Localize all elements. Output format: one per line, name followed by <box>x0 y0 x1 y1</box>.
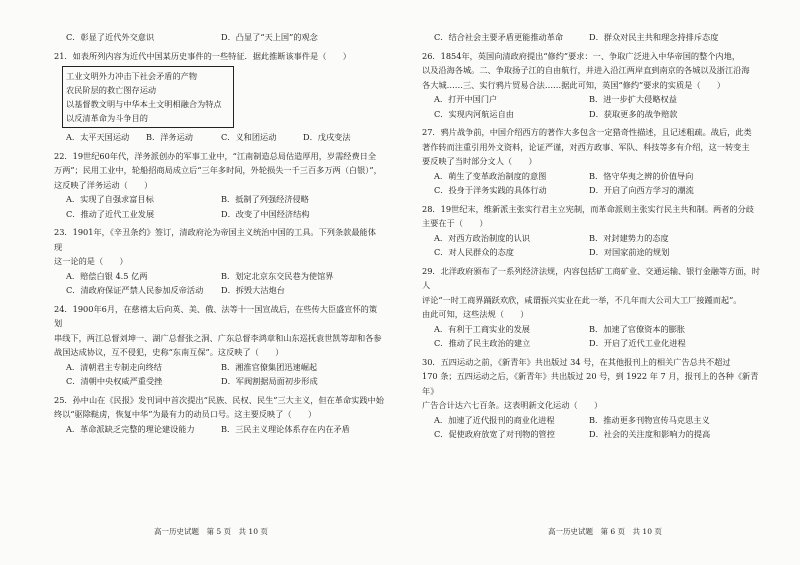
table-row: 以反清革命为斗争目的 <box>66 113 148 123</box>
option-d: D．社会的关注度和影响力的提高 <box>589 429 711 439</box>
question-stem: 评论“一时工商界踊跃欢欣，咸谓振兴实业在此一举，不几年而大公司大工厂接踵而起”。 <box>422 294 742 305</box>
option-a: A．萌生了变革政治制度的意图 <box>434 170 547 181</box>
page-footer: 高一历史试题 第 6 页 共 10 页 <box>548 527 662 536</box>
option-d: D．凸显了“天上国”的观念 <box>221 32 318 42</box>
option-a: A．清朝君主专制走向终结 <box>66 361 162 372</box>
option-c: C．对人民群众的态度 <box>434 247 514 257</box>
option-b: B．加速了官僚资本的膨胀 <box>589 323 686 334</box>
options <box>54 360 384 389</box>
question-stem: 由此可知，这些法规（ ） <box>422 309 529 319</box>
option-d: D．军阀割据局面初步形成 <box>221 376 318 386</box>
question-stem: 主要在于（ ） <box>422 218 488 228</box>
option-a: A．对西方政治制度的认识 <box>434 232 530 243</box>
option-c: C．推动了近代工业发展 <box>66 208 155 219</box>
option-b: B．恪守华夷之辨的价值导向 <box>589 170 694 181</box>
option-c: C．结合社会主要矛盾更能推动革命 <box>434 32 564 42</box>
option-c: C．清政府保证严禁人民参加反帝活动 <box>66 285 204 295</box>
feature-table <box>62 66 234 128</box>
options <box>54 130 384 145</box>
question-25 <box>54 393 384 437</box>
option-d: D．开启了向西方学习的潮流 <box>589 185 694 195</box>
option-b: B．推动更多刊物宣传马克思主义 <box>589 414 710 425</box>
options <box>422 231 767 260</box>
question-stem: 串线下，两江总督刘坤一、湖广总督张之洞、广东总督李鸿章和山东巡抚袁世凯等却和各参 <box>54 332 382 343</box>
question-stem: 各大城……三、实行鸦片贸易合法……据此可知，英国“修约”要求的实质是（ ） <box>422 79 726 90</box>
q20-options-tail <box>54 30 384 45</box>
q25-options-tail <box>422 30 767 45</box>
option-a: A．实现了自强求富目标 <box>66 194 154 204</box>
question-stem: 28．19世纪末，维新派主张实行君主立宪制，而革命派则主张实行民主共和制。两者的分歧 <box>422 203 754 214</box>
page-footer: 高一历史试题 第 5 页 共 10 页 <box>154 527 268 536</box>
question-stem: 23．1901年，《辛丑条约》签订，清政府沦为帝国主义统治中国的工具。下列条款最能体现 <box>54 227 376 252</box>
right-page <box>400 0 800 565</box>
option-c: C．推动了民主政治的建立 <box>434 338 531 348</box>
question-stem: 终以“驱除鞑虏，恢复中华”为最有力的动员口号。这主要反映了（ ） <box>54 409 317 419</box>
question-stem: 这反映了洋务运动（ ） <box>54 179 153 190</box>
question-stem: 著作转而注重引用外文资料，论证严谨，对西方政事、军队、科技等多有介绍，这一转变主 <box>422 141 750 152</box>
options <box>54 269 384 298</box>
question-stem: 24．1900年6月，在慈禧太后向英、美、俄、法等十一国宣战后，在些传大臣盛宣怀的策划 <box>54 303 378 328</box>
question-28 <box>422 202 767 260</box>
option-a: A．革命派缺乏完整的理论建设能力 <box>66 423 195 434</box>
question-stem: 战国达成协议，互不侵犯，史称“东南互保”。这反映了（ ） <box>54 347 284 357</box>
question-stem: 170 条；五四运动之后，《新青年》共出版过 20 号，到 1922 年 7 月，报刊上的各种《新青年》 <box>422 371 759 396</box>
option-b: B．划定北京东交民巷为使馆界 <box>221 270 334 281</box>
table-row: 工业文明外力冲击下社会矛盾的产物 <box>66 71 198 81</box>
option-d: D．获取更多的战争赔款 <box>589 108 678 119</box>
option-c: C．清朝中央权威严重受挫 <box>66 376 163 386</box>
question-stem: 30．五四运动之前，《新青年》共出版过 34 号，在其他报刊上的相关广告总共不超过 <box>422 356 731 367</box>
options <box>422 322 767 351</box>
question-22 <box>54 149 384 222</box>
option-b: B．抵制了列强经济侵略 <box>221 194 309 204</box>
option-c: C．促使政府放宽了对刊物的管控 <box>434 429 555 439</box>
option-a: A．打开中国门户 <box>434 94 498 104</box>
table-row: 农民阶层的救亡图存运动 <box>66 85 157 95</box>
question-stem: 22．19世纪60年代，洋务派创办的军事工业中，“江南制造总局估造厚用，岁需经费日全万两”；民用工业中，轮船招商局成立后“三年多时间，外轮损失一千三百多万两（白银）”， <box>54 150 382 175</box>
options <box>422 413 767 442</box>
left-page-content <box>54 30 384 436</box>
question-27 <box>422 125 767 198</box>
options <box>54 422 384 437</box>
option-c: C．实现内河航运自由 <box>434 108 514 119</box>
question-stem: 这一论的是（ ） <box>54 256 128 266</box>
options <box>54 192 384 221</box>
option-a: A．太平天国运动 <box>66 132 130 142</box>
option-d: D．改变了中国经济结构 <box>221 208 310 219</box>
option-c: C．彰显了近代外交意识 <box>66 32 155 42</box>
right-page-content <box>422 30 767 442</box>
question-26 <box>422 49 767 122</box>
question-stem: 26．1854年，英国向清政府提出“修约”要求：一、争取广泛进入中华帝国的整个内地， <box>422 50 741 61</box>
option-b: B．洋务运动 <box>146 132 193 142</box>
question-stem: 25．孙中山在《民报》发刊词中首次提出“民族、民权、民生”三大主义，但在革命实践中始 <box>54 394 384 405</box>
options <box>422 92 767 121</box>
question-21 <box>54 49 384 145</box>
option-c: C．义和团运动 <box>221 132 277 142</box>
question-stem: 29．北洋政府颁布了一系列经济法规，内容包括矿工商矿业、交通运输、银行金融等方面，时人 <box>422 265 760 290</box>
options <box>422 169 767 198</box>
question-stem: 以及沿海各城。二、争取扬子江的自由航行，并进入沿江两岸直到南京的各城以及浙江沿海 <box>422 65 750 75</box>
option-a: A．有利于工商实业的发展 <box>434 323 530 334</box>
question-stem: 27．鸦片战争前，中国介绍西方的著作大多包含一定猎奇性描述，且记述粗疏。战后，此类 <box>422 127 752 137</box>
option-b: B．对封建势力的态度 <box>589 232 669 243</box>
option-b: B．三民主义理论体系存在内在矛盾 <box>221 423 350 434</box>
question-23 <box>54 225 384 298</box>
question-stem: 21．如表所列内容为近代中国某历史事件的一些特征．据此推断该事件是（ ） <box>54 50 351 61</box>
option-a: A．加速了近代报刊的商业化进程 <box>434 414 555 425</box>
option-d: D．群众对民主共和理念持排斥态度 <box>589 32 719 42</box>
option-b: B．进一步扩大侵略权益 <box>589 94 677 104</box>
question-24 <box>54 302 384 389</box>
option-b: B．湘淮官僚集团迅速崛起 <box>221 361 318 372</box>
option-d: D．拆毁大沽炮台 <box>221 285 285 295</box>
option-d: D．开启了近代工业化进程 <box>589 338 686 348</box>
option-d: D．戊戌变法 <box>303 132 351 142</box>
question-stem: 广告合计达六七百条。这表明新文化运动（ ） <box>422 400 603 410</box>
option-d: D．对国家前途的规划 <box>589 247 670 257</box>
question-30 <box>422 355 767 442</box>
option-c: C．投身于洋务实践的具体行动 <box>434 185 547 195</box>
option-a: A．赔偿白银 4.5 亿两 <box>66 270 148 281</box>
question-29 <box>422 264 767 351</box>
table-row: 以基督教文明与中华本土文明相融合为特点 <box>66 99 222 109</box>
question-stem: 要反映了当时部分文人（ ） <box>422 156 537 166</box>
